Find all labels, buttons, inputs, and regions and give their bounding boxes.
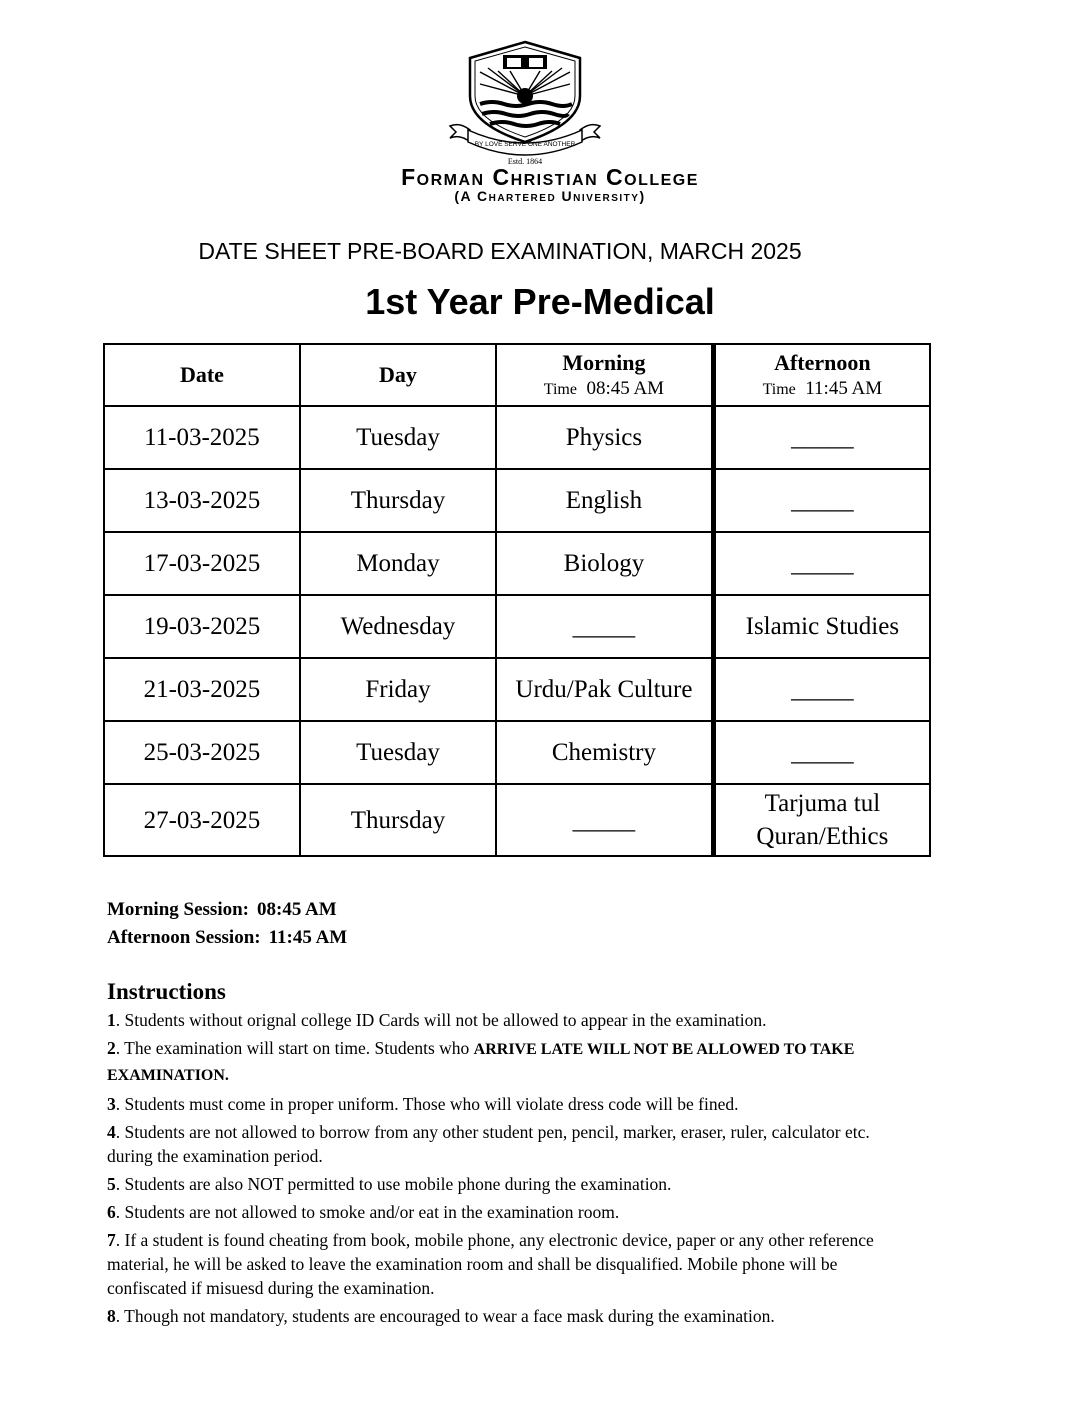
cell-date: 27-03-2025 bbox=[104, 784, 300, 856]
morning-session-time: 08:45 AM bbox=[257, 899, 337, 920]
instructions-heading: Instructions bbox=[107, 979, 226, 1004]
instruction-item bbox=[107, 1120, 907, 1168]
instruction-number: 6 bbox=[107, 1202, 116, 1222]
header-afternoon bbox=[713, 344, 930, 406]
cell-morning: Physics bbox=[496, 406, 713, 469]
cell-afternoon: _____ bbox=[713, 658, 930, 721]
cell-day: Thursday bbox=[300, 469, 496, 532]
cell-morning: Biology bbox=[496, 532, 713, 595]
instruction-emphasis: ARRIVE LATE WILL NOT BE ALLOWED TO TAKE EXAMINATION. bbox=[107, 1041, 855, 1084]
afternoon-session-label: Afternoon Session: bbox=[107, 927, 261, 948]
cell-afternoon-line1: Tarjuma tul bbox=[764, 790, 881, 817]
college-subtitle: (A Chartered University) bbox=[454, 188, 646, 204]
cell-afternoon: _____ bbox=[713, 532, 930, 595]
header-afternoon-time bbox=[716, 378, 929, 400]
instruction-item bbox=[107, 1092, 907, 1116]
cell-afternoon: Islamic Studies bbox=[713, 595, 930, 658]
table-row bbox=[104, 595, 930, 658]
instruction-item bbox=[107, 1304, 907, 1328]
sheet-title: DATE SHEET PRE-BOARD EXAMINATION, MARCH 2025 bbox=[198, 238, 802, 264]
afternoon-session bbox=[107, 924, 347, 952]
instruction-text: . Students without orignal college ID Cards will not be allowed to appear in the examination. bbox=[115, 1010, 767, 1030]
instruction-item bbox=[107, 1036, 907, 1088]
instruction-text: . Students are also NOT permitted to use mobile phone during the examination. bbox=[115, 1174, 672, 1194]
morning-time-value: 08:45 AM bbox=[586, 378, 665, 399]
cell-date: 21-03-2025 bbox=[104, 658, 300, 721]
cell-morning: English bbox=[496, 469, 713, 532]
cell-morning: Chemistry bbox=[496, 721, 713, 784]
afternoon-session-time: 11:45 AM bbox=[268, 927, 348, 948]
cell-day: Tuesday bbox=[300, 721, 496, 784]
cell-date: 17-03-2025 bbox=[104, 532, 300, 595]
instruction-text: . The examination will start on time. Students who bbox=[115, 1038, 474, 1058]
instruction-number: 4 bbox=[107, 1122, 116, 1142]
cell-afternoon: _____ bbox=[713, 469, 930, 532]
session-times bbox=[107, 896, 347, 952]
instruction-text: . Students must come in proper uniform. Those who will violate dress code will be fined. bbox=[115, 1094, 739, 1114]
instruction-text: . Though not mandatory, students are encouraged to wear a face mask during the examination. bbox=[115, 1306, 775, 1326]
cell-date: 25-03-2025 bbox=[104, 721, 300, 784]
instruction-number: 5 bbox=[107, 1174, 116, 1194]
cell-day: Tuesday bbox=[300, 406, 496, 469]
motto-ribbon-text: BY LOVE SERVE ONE ANOTHER bbox=[474, 141, 576, 148]
cell-afternoon: _____ bbox=[713, 721, 930, 784]
header-morning-label: Morning bbox=[562, 350, 646, 375]
instruction-item bbox=[107, 1008, 907, 1032]
cell-date: 13-03-2025 bbox=[104, 469, 300, 532]
morning-session-label: Morning Session: bbox=[107, 899, 249, 920]
exam-schedule-table bbox=[103, 343, 931, 857]
instruction-text: . Students are not allowed to smoke and/or eat in the examination room. bbox=[115, 1202, 620, 1222]
table-row bbox=[104, 532, 930, 595]
instruction-text: . If a student is found cheating from book, mobile phone, any electronic device, paper or any other reference material, he will be asked to leave the examination room and shall be disqualified. Mobile phone will be confiscated if misuesd during the examination. bbox=[107, 1230, 874, 1298]
cell-afternoon: _____ bbox=[713, 406, 930, 469]
afternoon-time-value: 11:45 AM bbox=[805, 378, 883, 399]
cell-date: 11-03-2025 bbox=[104, 406, 300, 469]
instruction-number: 7 bbox=[107, 1230, 116, 1250]
cell-morning: Urdu/Pak Culture bbox=[496, 658, 713, 721]
instruction-item bbox=[107, 1172, 907, 1196]
cell-date: 19-03-2025 bbox=[104, 595, 300, 658]
table-row bbox=[104, 469, 930, 532]
table-row bbox=[104, 784, 930, 856]
cell-morning: _____ bbox=[496, 595, 713, 658]
table-row bbox=[104, 658, 930, 721]
instruction-number: 8 bbox=[107, 1306, 116, 1326]
cell-day: Thursday bbox=[300, 784, 496, 856]
afternoon-time-label: Time bbox=[762, 381, 796, 398]
established-year: Estd. 1864 bbox=[507, 157, 543, 166]
header-date: Date bbox=[104, 344, 300, 406]
college-name: Forman Christian College bbox=[401, 164, 699, 190]
morning-session bbox=[107, 896, 347, 924]
table-row bbox=[104, 406, 930, 469]
instruction-item bbox=[107, 1200, 907, 1224]
header-morning bbox=[496, 344, 713, 406]
cell-afternoon bbox=[713, 784, 930, 856]
instruction-item bbox=[107, 1228, 907, 1300]
header-morning-time bbox=[497, 378, 711, 400]
instructions-list bbox=[107, 1008, 907, 1332]
cell-day: Friday bbox=[300, 658, 496, 721]
table-row bbox=[104, 721, 930, 784]
instruction-number: 1 bbox=[107, 1010, 116, 1030]
morning-time-label: Time bbox=[543, 381, 577, 398]
instruction-text: . Students are not allowed to borrow from any other student pen, pencil, marker, eraser, ruler, calculator etc. during the examination period. bbox=[107, 1122, 870, 1166]
header-afternoon-label: Afternoon bbox=[774, 350, 871, 375]
program-title: 1st Year Pre-Medical bbox=[365, 281, 715, 322]
instruction-number: 2 bbox=[107, 1038, 116, 1058]
cell-day: Monday bbox=[300, 532, 496, 595]
table-header-row bbox=[104, 344, 930, 406]
instruction-number: 3 bbox=[107, 1094, 116, 1114]
cell-afternoon-line2: Quran/Ethics bbox=[756, 823, 889, 850]
cell-day: Wednesday bbox=[300, 595, 496, 658]
header-day: Day bbox=[300, 344, 496, 406]
college-crest-logo bbox=[440, 38, 610, 168]
cell-morning: _____ bbox=[496, 784, 713, 856]
